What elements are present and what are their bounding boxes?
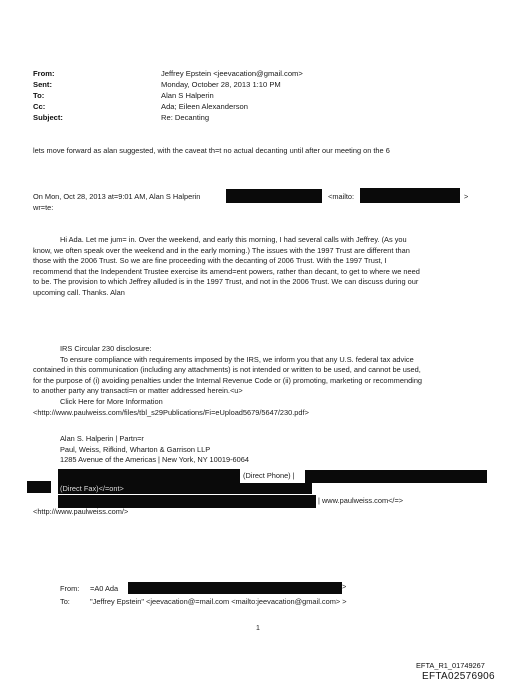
irs-line: contained in this communication (including any attachments) is not intended or written to be used, and cannot be used, — [33, 365, 421, 375]
quote-line-2: wr=te: — [33, 203, 54, 212]
website-text[interactable]: | www.paulweiss.com</=> — [318, 496, 404, 505]
from2-gt: > — [342, 582, 347, 591]
quote-line-b: <mailto: — [328, 192, 355, 201]
sig-line: 1285 Avenue of the Americas | New York, NY 10019-6064 — [60, 455, 250, 465]
para-line: upcoming call. Thanks. Alan — [33, 287, 125, 297]
to2-label: To: — [60, 597, 70, 606]
sent-label: Sent: — [33, 80, 52, 89]
sig-line: Paul, Weiss, Rifkind, Wharton & Garrison LLP — [60, 444, 211, 454]
para-line: those with the 2006 Trust. So we are fine proceeding with the decanting of 2006 Trust. With the 1997 Trust, I — [33, 256, 387, 266]
irs-line: To ensure compliance with requirements imposed by the IRS, we inform you that any U.S. federal tax advice — [60, 354, 414, 364]
irs-title: IRS Circular 230 disclosure: — [60, 344, 152, 353]
website-url[interactable]: <http://www.paulweiss.com/> — [33, 507, 129, 516]
subject-label: Subject: — [33, 113, 63, 122]
quote-line-c: > — [464, 192, 469, 201]
redaction-block — [27, 481, 51, 493]
subject-value: Re: Decanting — [161, 113, 210, 122]
from2-value: =A0 Ada — [90, 584, 119, 593]
para-line: to be. The provision to which Jeffrey alluded is in the 1997 Trust, and not in the 2006 Trust. We can discuss during our — [33, 277, 419, 287]
redaction-block — [360, 188, 460, 203]
page-number: 1 — [256, 625, 260, 632]
redaction-block — [128, 582, 342, 594]
direct-phone-label: (Direct Phone) | — [243, 471, 295, 480]
signature — [60, 434, 249, 466]
para-line: Hi Ada. Let me jum= in. Over the weekend, and early this morning, I had several calls with Jeffrey. (As you — [60, 235, 407, 244]
direct-fax-label: (Direct Fax)</=ont> — [60, 484, 124, 493]
body-paragraph — [33, 235, 420, 299]
bates-id-2: EFTA02576906 — [422, 671, 495, 682]
from2-label: From: — [60, 584, 80, 593]
irs-url[interactable]: <http://www.paulweiss.com/files/tbl_s29Publications/Fi=eUpload5679/5647/230.pdf> — [33, 407, 309, 417]
from-label: From: — [33, 69, 55, 78]
body-first-line: lets move forward as alan suggested, with the caveat th=t no actual decanting until after our meeting on the 6 — [33, 146, 390, 155]
quote-line-a: On Mon, Oct 28, 2013 at=9:01 AM, Alan S Halperin — [33, 192, 201, 201]
redaction-block — [226, 189, 322, 203]
from-value: Jeffrey Epstein <jeevacation@gmail.com> — [161, 69, 303, 78]
redaction-block — [305, 470, 487, 483]
irs-disclosure — [33, 344, 422, 418]
para-line: know, we often speak over the weekend and in the early morning.) The issues with the 1997 Trust are different than — [33, 245, 410, 255]
cc-value: Ada; Eileen Alexanderson — [161, 102, 248, 111]
to-value: Alan S Halperin — [161, 91, 214, 100]
irs-line: to another party any transacti=n or matter addressed herein.<u> — [33, 386, 243, 396]
para-line: recommend that the Independent Trustee exercise its amend=ent powers, rather than decant, to get to where we need — [33, 266, 420, 276]
bates-id-1: EFTA_R1_01749267 — [416, 661, 485, 670]
cc-label: Cc: — [33, 102, 46, 111]
irs-line: for the purpose of (i) avoiding penalties under the Internal Revenue Code or (ii) promoting, marketing or recommending — [33, 375, 423, 385]
sent-value: Monday, October 28, 2013 1:10 PM — [161, 80, 281, 89]
redaction-block — [58, 469, 240, 483]
to2-value: "Jeffrey Epstein" <jeevacation@=mail.com <mailto:jeevacation@gmail.com> > — [90, 597, 347, 606]
irs-info-link[interactable]: Click Here for More Information — [60, 396, 163, 406]
sig-line: Alan S. Halperin | Partn=r — [60, 434, 144, 443]
to-label: To: — [33, 91, 45, 100]
